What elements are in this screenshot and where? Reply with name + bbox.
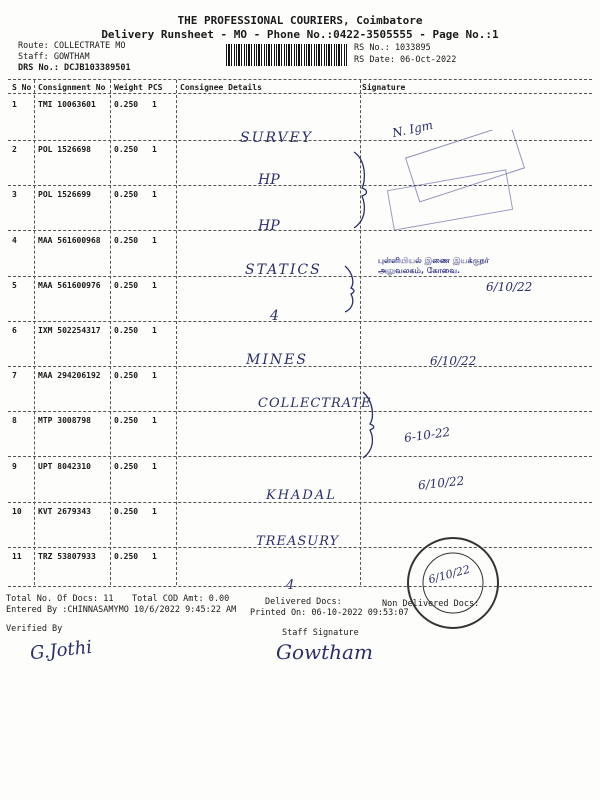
row-divider bbox=[8, 230, 592, 231]
office-stamp-text: புள்ளியியல் இணை இயக்குநர் அலுவலகம், கோவை. bbox=[378, 256, 489, 275]
route-label: Route: COLLECTRATE MO bbox=[18, 41, 126, 51]
row-sno: 5 bbox=[12, 280, 17, 290]
row-pcs: 1 bbox=[152, 506, 157, 516]
drs-number: DRS No.: DCJB103389501 bbox=[18, 63, 131, 73]
row-wt: 0.250 bbox=[114, 416, 139, 426]
col-sno: S No bbox=[12, 83, 32, 92]
staff-signature-label: Staff Signature bbox=[282, 628, 359, 638]
signature: 6/10/22 bbox=[417, 473, 465, 493]
table-bottom-rule bbox=[8, 586, 592, 587]
handwritten-note: KHADAL bbox=[266, 488, 337, 503]
row-cn: IXM 502254317 bbox=[38, 326, 101, 335]
document-title: THE PROFESSIONAL COURIERS, Coimbatore bbox=[177, 14, 423, 27]
table-top-rule bbox=[8, 79, 592, 80]
runsheet-subtitle: Delivery Runsheet - MO - Phone No.:0422-3505555 - Page No.:1 bbox=[101, 28, 499, 41]
rs-date: RS Date: 06-Oct-2022 bbox=[354, 55, 457, 65]
row-pcs: 1 bbox=[152, 326, 157, 335]
total-cod: Total COD Amt: 0.00 bbox=[132, 594, 230, 604]
office-stamp bbox=[380, 130, 530, 230]
row-sno: 11 bbox=[12, 552, 22, 561]
row-wt: 0.250 bbox=[114, 100, 139, 109]
row-sno: 3 bbox=[12, 190, 17, 200]
handwritten-note: COLLECTRATE bbox=[258, 396, 372, 411]
col-weight: Weight bbox=[114, 83, 143, 92]
row-pcs: 1 bbox=[152, 280, 157, 290]
row-sno: 10 bbox=[12, 506, 22, 516]
barcode bbox=[226, 44, 348, 66]
handwritten-note: TREASURY bbox=[256, 534, 340, 549]
row-divider bbox=[8, 321, 592, 322]
col-signature: Signature bbox=[362, 83, 406, 92]
row-cn: MAA 561600968 bbox=[38, 235, 101, 245]
row-cn: TMI 10063601 bbox=[38, 100, 96, 109]
row-wt: 0.250 bbox=[114, 552, 139, 561]
row-cn: UPT 8042310 bbox=[38, 461, 91, 471]
row-pcs: 1 bbox=[152, 416, 157, 426]
row-cn: MAA 561600976 bbox=[38, 280, 101, 290]
row-pcs: 1 bbox=[152, 371, 157, 381]
row-cn: POL 1526699 bbox=[38, 190, 91, 200]
row-pcs: 1 bbox=[152, 100, 157, 109]
row-cn: MTP 3008798 bbox=[38, 416, 91, 426]
verified-by-label: Verified By bbox=[6, 624, 63, 634]
row-wt: 0.250 bbox=[114, 235, 139, 245]
staff-signature: Gowtham bbox=[276, 640, 373, 664]
col-pcs: PCS bbox=[148, 83, 163, 92]
handwritten-note: MINES bbox=[246, 352, 308, 368]
row-sno: 9 bbox=[12, 461, 17, 471]
row-pcs: 1 bbox=[152, 461, 157, 471]
row-cn: TRZ 53807933 bbox=[38, 552, 96, 561]
col-divider bbox=[176, 80, 177, 585]
row-sno: 8 bbox=[12, 416, 17, 426]
printed-on: Printed On: 06-10-2022 09:53:07 bbox=[250, 608, 409, 618]
signature: 6/10/22 bbox=[486, 280, 533, 294]
delivered-docs: Delivered Docs: bbox=[265, 597, 342, 607]
handwritten-note: HP bbox=[258, 218, 280, 234]
table-header-rule bbox=[8, 93, 592, 94]
signature: 6-10-22 bbox=[403, 424, 452, 446]
col-consignee: Consignee Details bbox=[180, 83, 262, 92]
staff-label: Staff: GOWTHAM bbox=[18, 52, 90, 62]
handwritten-note: HP bbox=[258, 172, 280, 188]
row-cn: KVT 2679343 bbox=[38, 506, 91, 516]
row-wt: 0.250 bbox=[114, 280, 139, 290]
signature: 6/10/22 bbox=[427, 562, 472, 587]
col-consignment: Consignment No bbox=[38, 83, 106, 92]
row-pcs: 1 bbox=[152, 552, 157, 561]
row-sno: 1 bbox=[12, 100, 17, 109]
entered-by: Entered By :CHINNASAMYMO 10/6/2022 9:45:22 AM bbox=[6, 605, 237, 615]
brace-mark bbox=[360, 390, 382, 460]
signature: 6/10/22 bbox=[430, 354, 477, 368]
row-sno: 4 bbox=[12, 235, 17, 245]
row-pcs: 1 bbox=[152, 235, 157, 245]
col-divider bbox=[110, 80, 111, 585]
non-delivered-docs: Non Delivered Docs: bbox=[382, 599, 480, 609]
col-divider bbox=[34, 80, 35, 585]
total-docs: Total No. Of Docs: 11 bbox=[6, 594, 114, 604]
row-sno: 6 bbox=[12, 326, 17, 335]
row-wt: 0.250 bbox=[114, 371, 139, 381]
row-pcs: 1 bbox=[152, 190, 157, 200]
row-wt: 0.250 bbox=[114, 461, 139, 471]
brace-mark bbox=[342, 264, 362, 314]
handwritten-note: SURVEY bbox=[240, 130, 314, 146]
handwritten-note: STATICS bbox=[245, 262, 322, 278]
row-wt: 0.250 bbox=[114, 145, 139, 155]
round-seal bbox=[404, 534, 502, 632]
handwritten-note: 4 bbox=[286, 578, 295, 593]
handwritten-note: 4 bbox=[270, 308, 279, 324]
row-wt: 0.250 bbox=[114, 190, 139, 200]
rs-number: RS No.: 1033895 bbox=[354, 43, 431, 53]
verifier-signature: G.Jothi bbox=[29, 636, 94, 665]
row-pcs: 1 bbox=[152, 145, 157, 155]
row-wt: 0.250 bbox=[114, 506, 139, 516]
brace-mark bbox=[350, 150, 380, 230]
row-divider bbox=[8, 411, 592, 412]
row-sno: 2 bbox=[12, 145, 17, 155]
row-cn: POL 1526698 bbox=[38, 145, 91, 155]
row-sno: 7 bbox=[12, 371, 17, 381]
row-divider bbox=[8, 456, 592, 457]
signature: N. Igm bbox=[390, 117, 435, 141]
row-cn: MAA 294206192 bbox=[38, 371, 101, 381]
row-wt: 0.250 bbox=[114, 326, 139, 335]
